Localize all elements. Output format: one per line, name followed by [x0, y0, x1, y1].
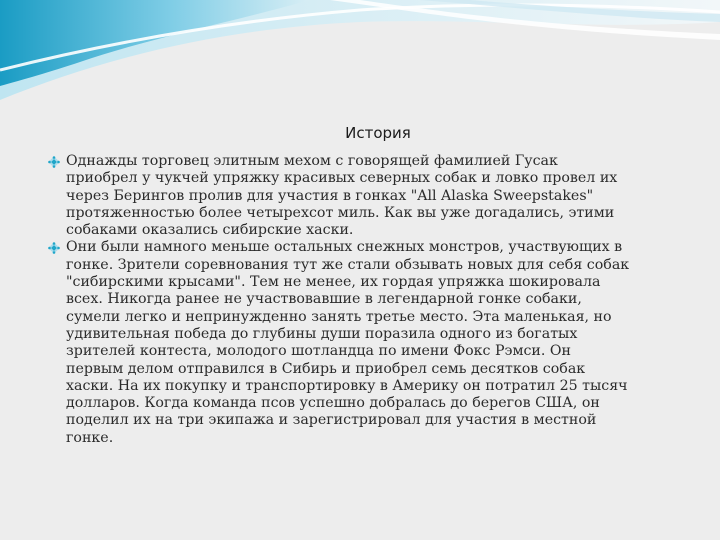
diamond-bullet-icon [48, 242, 60, 254]
slide-title: История [345, 124, 411, 142]
paragraph-line: собаками оказались сибирские хаски. [66, 222, 354, 239]
paragraph-line: приобрел у чукчей упряжку красивых северных собак и ловко провел их [66, 170, 618, 187]
paragraph-line: протяженностью более четырехсот миль. Как вы уже догадались, этими [66, 204, 615, 221]
paragraph-line: гонке. [66, 429, 114, 446]
paragraph-line: первым делом отправился в Сибирь и приобрел семь десятков собак [66, 360, 586, 377]
list-item [48, 239, 708, 447]
paragraph-line: хаски. На их покупку и транспортировку в Америку он потратил 25 тысяч [66, 377, 628, 394]
paragraph-line: сумели легко и непринужденно занять третье место. Эта маленькая, но [66, 308, 612, 325]
paragraph-line: через Берингов пролив для участия в гонках "All Alaska Sweepstakes" [66, 187, 594, 204]
list-item [48, 153, 708, 239]
paragraph-line: всех. Никогда ранее не участвовавшие в легендарной гонке собаки, [66, 291, 582, 308]
paragraph-line: "сибирскими крысами". Тем не менее, их гордая упряжка шокировала [66, 274, 601, 291]
bullet-list [48, 153, 708, 447]
paragraph-line: долларов. Когда команда псов успешно добралась до берегов США, он [66, 395, 600, 412]
top-wave-decoration [0, 0, 720, 110]
paragraph-line: удивительная победа до глубины души поразила одного из богатых [66, 325, 578, 342]
paragraph-line: Однажды торговец элитным мехом с говорящей фамилией Гусак [66, 153, 558, 169]
paragraph-line: Они были намного меньше остальных снежных монстров, участвующих в [66, 239, 623, 256]
paragraph-line: зрителей контеста, молодого шотландца по имени Фокс Рэмси. Он [66, 343, 572, 360]
diamond-bullet-icon [48, 156, 60, 168]
paragraph-line: гонке. Зрители соревнования тут же стали обзывать новых для себя собак [66, 256, 630, 273]
paragraph-line: поделил их на три экипажа и зарегистрировал для участия в местной [66, 412, 597, 429]
